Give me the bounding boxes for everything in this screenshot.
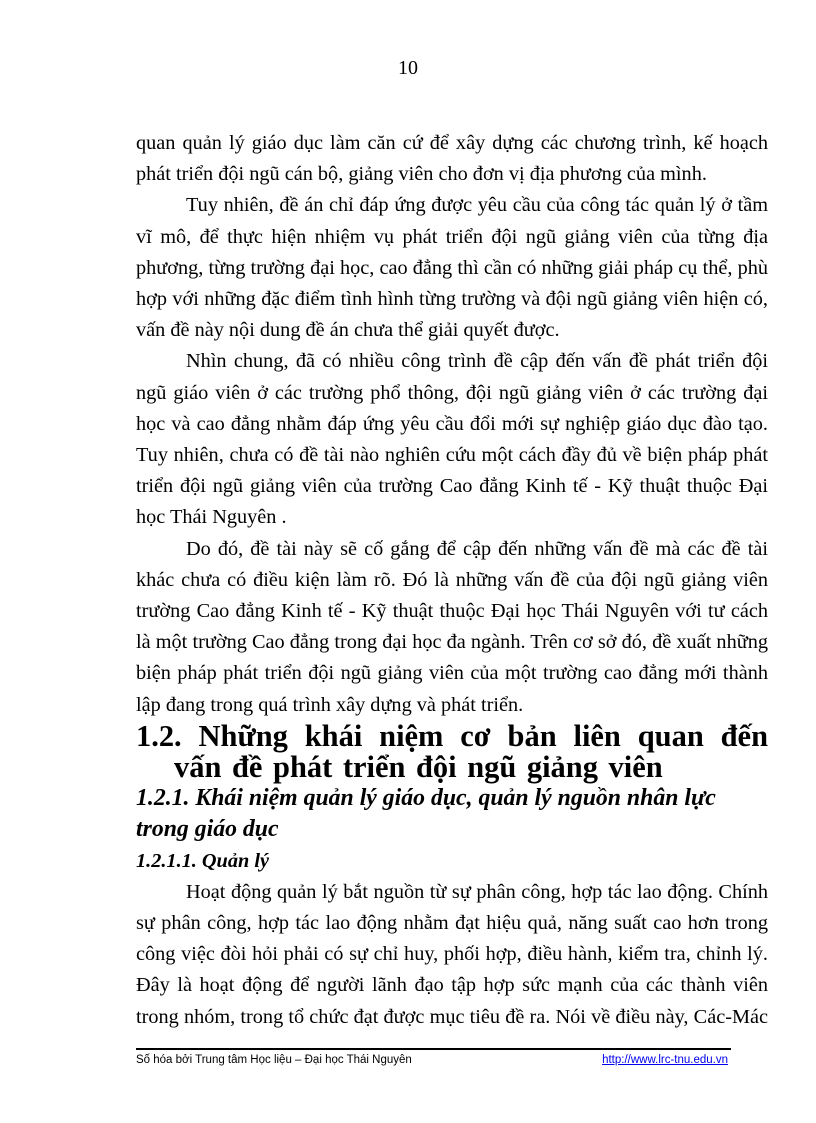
section-heading-1-2-1: 1.2.1. Khái niệm quản lý giáo dục, quản lý nguồn nhân lực trong giáo dục bbox=[136, 785, 716, 843]
footer-divider bbox=[136, 1048, 731, 1050]
paragraph-research-aim: Do đó, đề tài này sẽ cố gắng để cập đến những vấn đề mà các đề tài khác chưa có điều kiện làm rõ. Đó là những vấn đề của đội ngũ giảng viên trường Cao đẳng Kinh tế - Kỹ thuật thuộc Đại học Thái Nguyên với tư cách là một trường Cao đẳng trong đại học đa ngành. Trên cơ sở đó, đề xuất những biện pháp phát triển đội ngũ giảng viên của một trường cao đẳng mới thành lập đang trong quá trình xây dựng và phát triển. bbox=[136, 537, 768, 716]
section-heading-1-2-1-1: 1.2.1.1. Quản lý bbox=[136, 849, 269, 872]
paragraph-continuation: quan quản lý giáo dục làm căn cứ để xây dựng các chương trình, kế hoạch phát triển đội ngũ cán bộ, giảng viên cho đơn vị địa phương của mình. bbox=[136, 132, 768, 186]
paragraph-management: Hoạt động quản lý bắt nguồn từ sự phân công, hợp tác lao động. Chính sự phân công, hợp tác lao động nhằm đạt hiệu quả, năng suất cao hơn trong công việc đòi hỏi phải có sự chỉ huy, phối hợp, điều hành, kiểm tra, chỉnh lý. Đây là hoạt động để người lãnh đạo tập hợp sức mạnh của các thành viên trong nhóm, trong tổ chức đạt được mục tiêu đề ra. Nói về điều này, Các-Mác bbox=[136, 880, 768, 1028]
section-heading-1-2: 1.2. Những khái niệm cơ bản liên quan đến vấn đề phát triển đội ngũ giảng viên bbox=[136, 718, 768, 785]
paragraph-scope-limitation: Tuy nhiên, đề án chỉ đáp ứng được yêu cầu của công tác quản lý ở tầm vĩ mô, để thực hiện nhiệm vụ phát triển đội ngũ giảng viên của từng địa phương, từng trường đại học, cao đẳng thì cần có những giải pháp cụ thể, phù hợp với những đặc điểm tình hình từng trường và đội ngũ giảng viên hiện có, vấn đề này nội dung đề án chưa thể giải quyết được. bbox=[136, 194, 768, 342]
page-number: 10 bbox=[398, 57, 418, 79]
paragraph-overview: Nhìn chung, đã có nhiều công trình đề cập đến vấn đề phát triển đội ngũ giáo viên ở các trường phổ thông, đội ngũ giảng viên ở các trường đại học và cao đẳng nhằm đáp ứng yêu cầu đổi mới sự nghiệp giáo dục đào tạo. Tuy nhiên, chưa có đề tài nào nghiên cứu một cách đầy đủ về biện pháp phát triển đội ngũ giảng viên của trường Cao đẳng Kinh tế - Kỹ thuật thuộc Đại học Thái Nguyên . bbox=[136, 350, 768, 529]
footer-website-link[interactable]: http://www.lrc-tnu.edu.vn bbox=[602, 1054, 728, 1066]
footer-source-text: Số hóa bởi Trung tâm Học liệu – Đại học Thái Nguyên bbox=[136, 1054, 412, 1066]
document-body bbox=[136, 128, 768, 1033]
